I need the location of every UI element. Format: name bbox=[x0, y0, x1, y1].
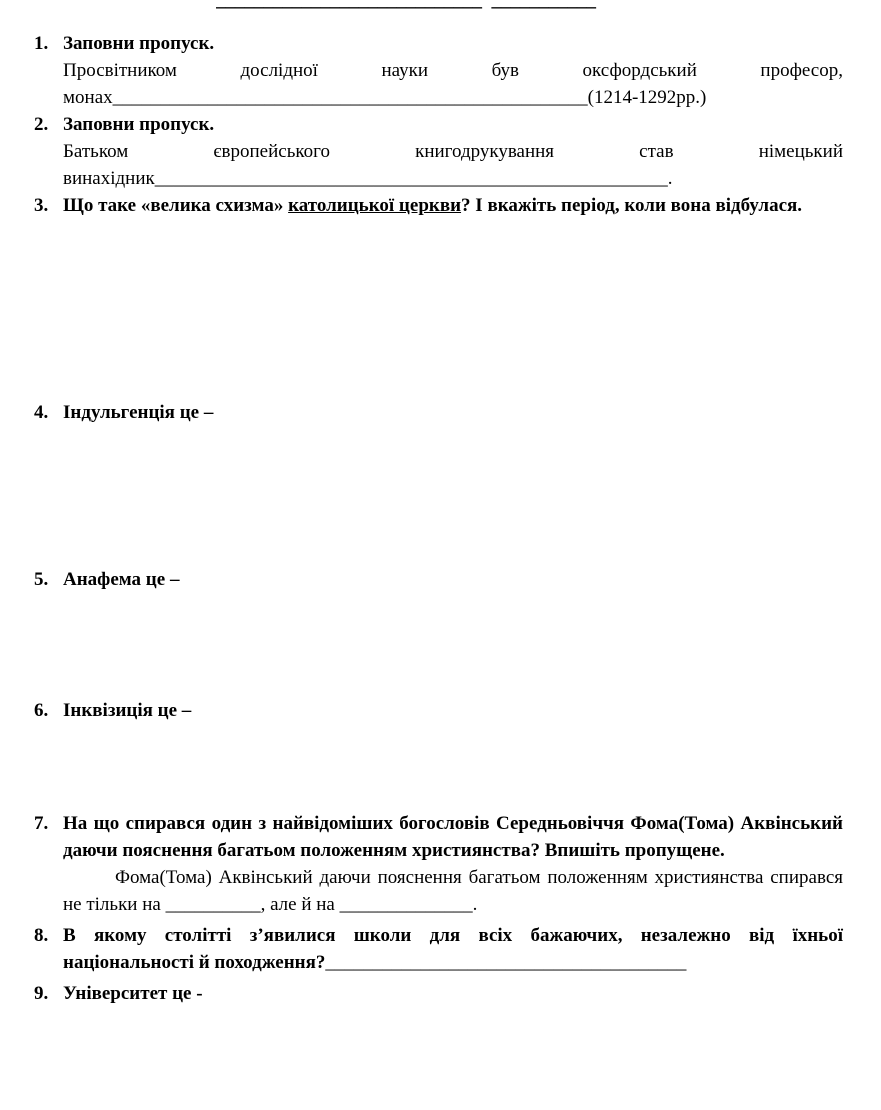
question-1-number: 1. bbox=[34, 33, 49, 54]
question-9-number: 9. bbox=[34, 983, 49, 1004]
question-9-content bbox=[63, 980, 843, 1007]
question-6-number: 6. bbox=[34, 700, 49, 721]
question-2-content bbox=[63, 111, 843, 192]
question-8 bbox=[34, 922, 843, 976]
question-3-number: 3. bbox=[34, 195, 49, 216]
cut-off-header-text: ____________________________ ___________ bbox=[216, 0, 596, 11]
question-8-number: 8. bbox=[34, 925, 49, 946]
question-8-title: В якому столітті з’явилися школи для всіх бажаючих, незалежно від їхньої національності й походження? bbox=[63, 925, 843, 973]
question-7 bbox=[34, 810, 843, 918]
question-5-title: Анафема це – bbox=[63, 569, 180, 590]
question-4-content bbox=[63, 399, 843, 426]
question-9 bbox=[34, 980, 843, 1007]
question-8-fill-blank: ______________________________________ bbox=[325, 952, 687, 973]
question-8-line bbox=[63, 922, 843, 976]
question-3-title-pre: Що таке «велика схизма» bbox=[63, 195, 289, 216]
question-3-title-underlined: католицької церкви bbox=[288, 195, 462, 216]
question-2-number: 2. bbox=[34, 114, 49, 135]
question-3-title bbox=[63, 192, 843, 219]
question-2-fill-blank-line: винахідник______________________________________________________. bbox=[63, 168, 673, 189]
question-7-number: 7. bbox=[34, 813, 49, 834]
question-3 bbox=[34, 192, 843, 219]
question-4 bbox=[34, 399, 843, 426]
question-2-title: Заповни пропуск. bbox=[63, 114, 215, 135]
question-7-title: На що спирався один з найвідоміших богословів Середньовіччя Фома(Тома) Аквінський даючи пояснення багатьом положенням християнства? Впишіть пропущене. bbox=[63, 813, 843, 861]
question-4-title: Індульгенція це – bbox=[63, 402, 214, 423]
cut-off-header-line bbox=[216, 0, 843, 13]
question-3-content bbox=[63, 192, 843, 219]
question-6-content bbox=[63, 697, 843, 724]
question-1-title: Заповни пропуск. bbox=[63, 33, 215, 54]
question-3-title-post: ? І вкажіть період, коли вона відбулася. bbox=[461, 195, 803, 216]
question-6-title: Інквізиція це – bbox=[63, 700, 192, 721]
question-1-content bbox=[63, 30, 843, 111]
question-8-content bbox=[63, 922, 843, 976]
question-7-fill-blank-paragraph: Фома(Тома) Аквінський даючи пояснення багатьом положенням християнства спирався не тільки на __________, але й на ______________. bbox=[63, 867, 843, 915]
question-7-content bbox=[63, 810, 843, 918]
question-2 bbox=[34, 111, 843, 192]
question-2-body-line: Батьком європейського книгодрукування став німецький bbox=[63, 141, 843, 162]
question-1-body-line: Просвітником дослідної науки був оксфордський професор, bbox=[63, 60, 843, 81]
question-9-title: Університет це - bbox=[63, 983, 203, 1004]
question-5-content bbox=[63, 566, 843, 593]
question-4-number: 4. bbox=[34, 402, 49, 423]
question-1 bbox=[34, 30, 843, 111]
question-1-fill-blank-line: монах__________________________________________________(1214-1292рр.) bbox=[63, 87, 707, 108]
question-5 bbox=[34, 566, 843, 593]
question-5-number: 5. bbox=[34, 569, 49, 590]
question-6 bbox=[34, 697, 843, 724]
